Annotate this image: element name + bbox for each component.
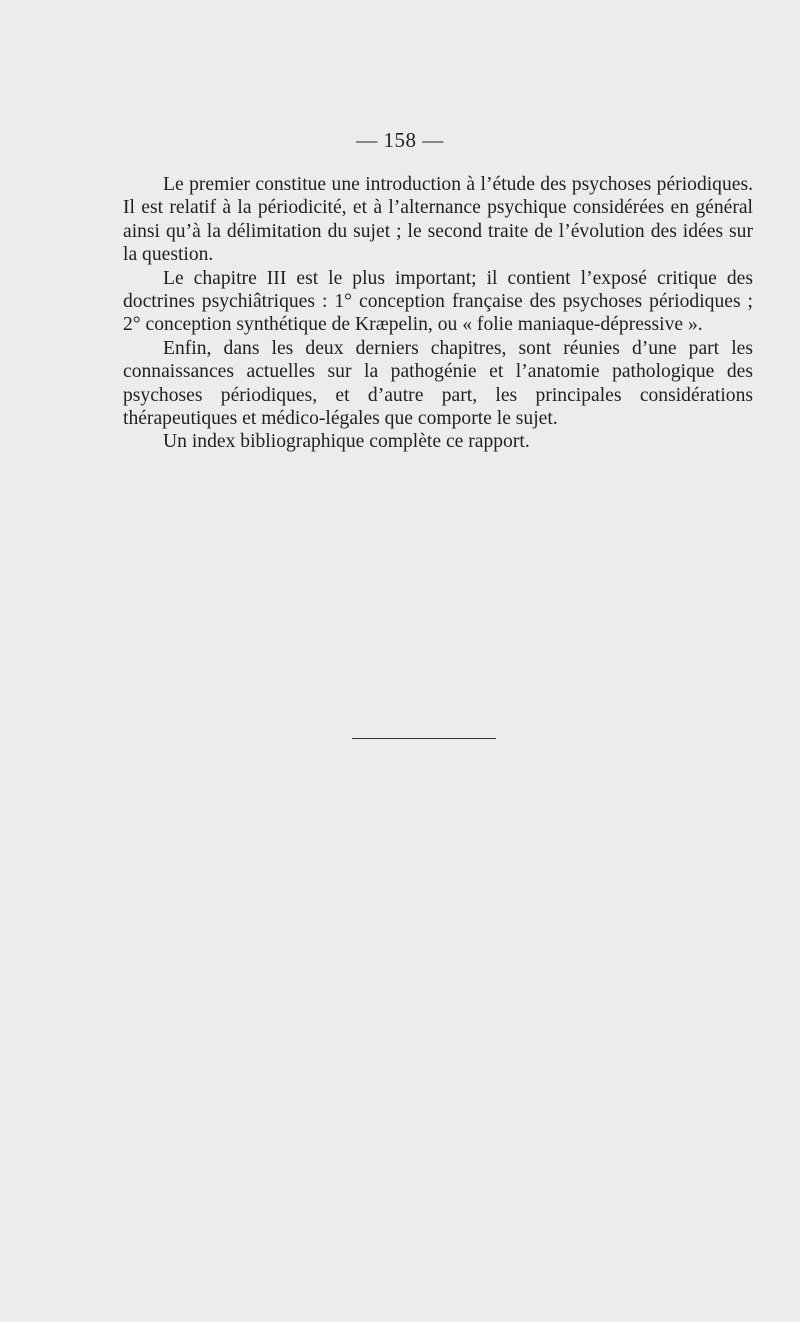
page-number: — 158 — xyxy=(356,128,444,152)
body-text xyxy=(123,173,753,454)
paragraph-1: Le premier constitue une introduction à l’étude des psychoses périodiques. Il est relatif à la périodicité, et à l’alternance psychique considérées en général ainsi qu’à la délimitation du sujet ; le second traite de l’évolution des idées sur la question. xyxy=(123,174,753,266)
paragraph-4: Un index bibliographique complète ce rapport. xyxy=(163,431,530,453)
section-divider xyxy=(352,738,496,739)
paragraph-3: Enfin, dans les deux derniers chapitres, sont réunies d’une part les connaissances actuelles sur la pathogénie et l’anatomie pathologique des psychoses périodiques, et d’autre part, les principales considérations thérapeutiques et médico-légales que comporte le sujet. xyxy=(123,337,753,430)
paragraph-2: Le chapitre III est le plus important; il contient l’exposé critique des doctrines psychiâtriques : 1° conception française des psychoses périodiques ; 2° conception synthétique de Kræpelin, ou « folie maniaque-dépressive ». xyxy=(123,267,753,336)
